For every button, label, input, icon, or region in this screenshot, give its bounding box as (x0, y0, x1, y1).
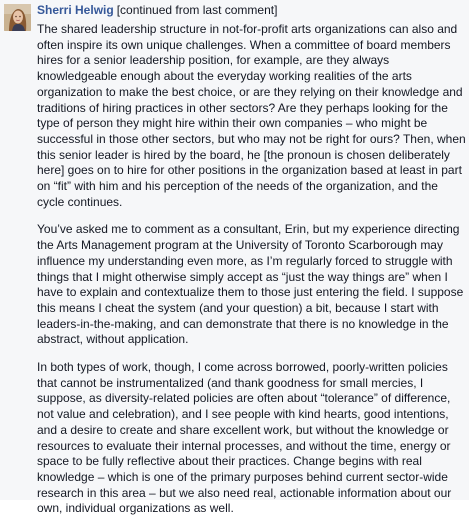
comment-paragraph: You’ve asked me to comment as a consultant, Erin, but my experience directing the Arts Management program at the University of Toronto Scarborough may influence my understanding even more, as I’m regularly forced to struggle with things that I might otherwise simply accept as “just the way things are” when I have to explain and contextualize them to those just entering the field. I suppose this means I cheat the system (and your question) a bit, because I start with leaders-in-the-making, and can demonstrate that there is no knowledge in the abstract, without application. (37, 222, 464, 347)
profile-photo-icon (4, 4, 31, 31)
comment-paragraph: In both types of work, though, I come across borrowed, poorly-written policies that cannot be instrumentalized (and thank goodness for small mercies, I suppose, as diversity-related policies are often about “tolerance” of difference, not value and celebration), and I see people with kind hearts, good intentions, and a desire to create and share excellent work, but without the knowledge or resources to evaluate their internal processes, and without the time, energy or space to be fully reflective about their practices. Change begins with real knowledge – which is one of the primary purposes behind current sector-wide research in this area – but we also need real, actionable information about our own, individual organizations as well. (37, 360, 452, 516)
continuation-note: [continued from last comment] (116, 3, 278, 17)
avatar[interactable] (4, 4, 31, 31)
comment-header (37, 3, 467, 18)
comment-body (37, 3, 467, 529)
comment-paragraph: The shared leadership structure in not-for-profit arts organizations can also and often inspire its own unique challenges. When a committee of board members hires for a senior leadership position, for example, are they always knowledgeable enough about the everyday working realities of the arts organization to make the best choice, or are they relying on their knowledge and traditions of hiring practices in other sectors? Are they perhaps looking for the type of person they might hire within their own companies – who might be successful in those other sectors, but who may not be right for ours? Then, when this senior leader is hired by the board, he [the pronoun is chosen deliberately here] goes on to hire for other positions in the organization based at least in part on “fit” with him and his perception of the needs of the organization, and the cycle continues. (37, 22, 466, 209)
author-name-link[interactable]: Sherri Helwig (37, 3, 114, 17)
